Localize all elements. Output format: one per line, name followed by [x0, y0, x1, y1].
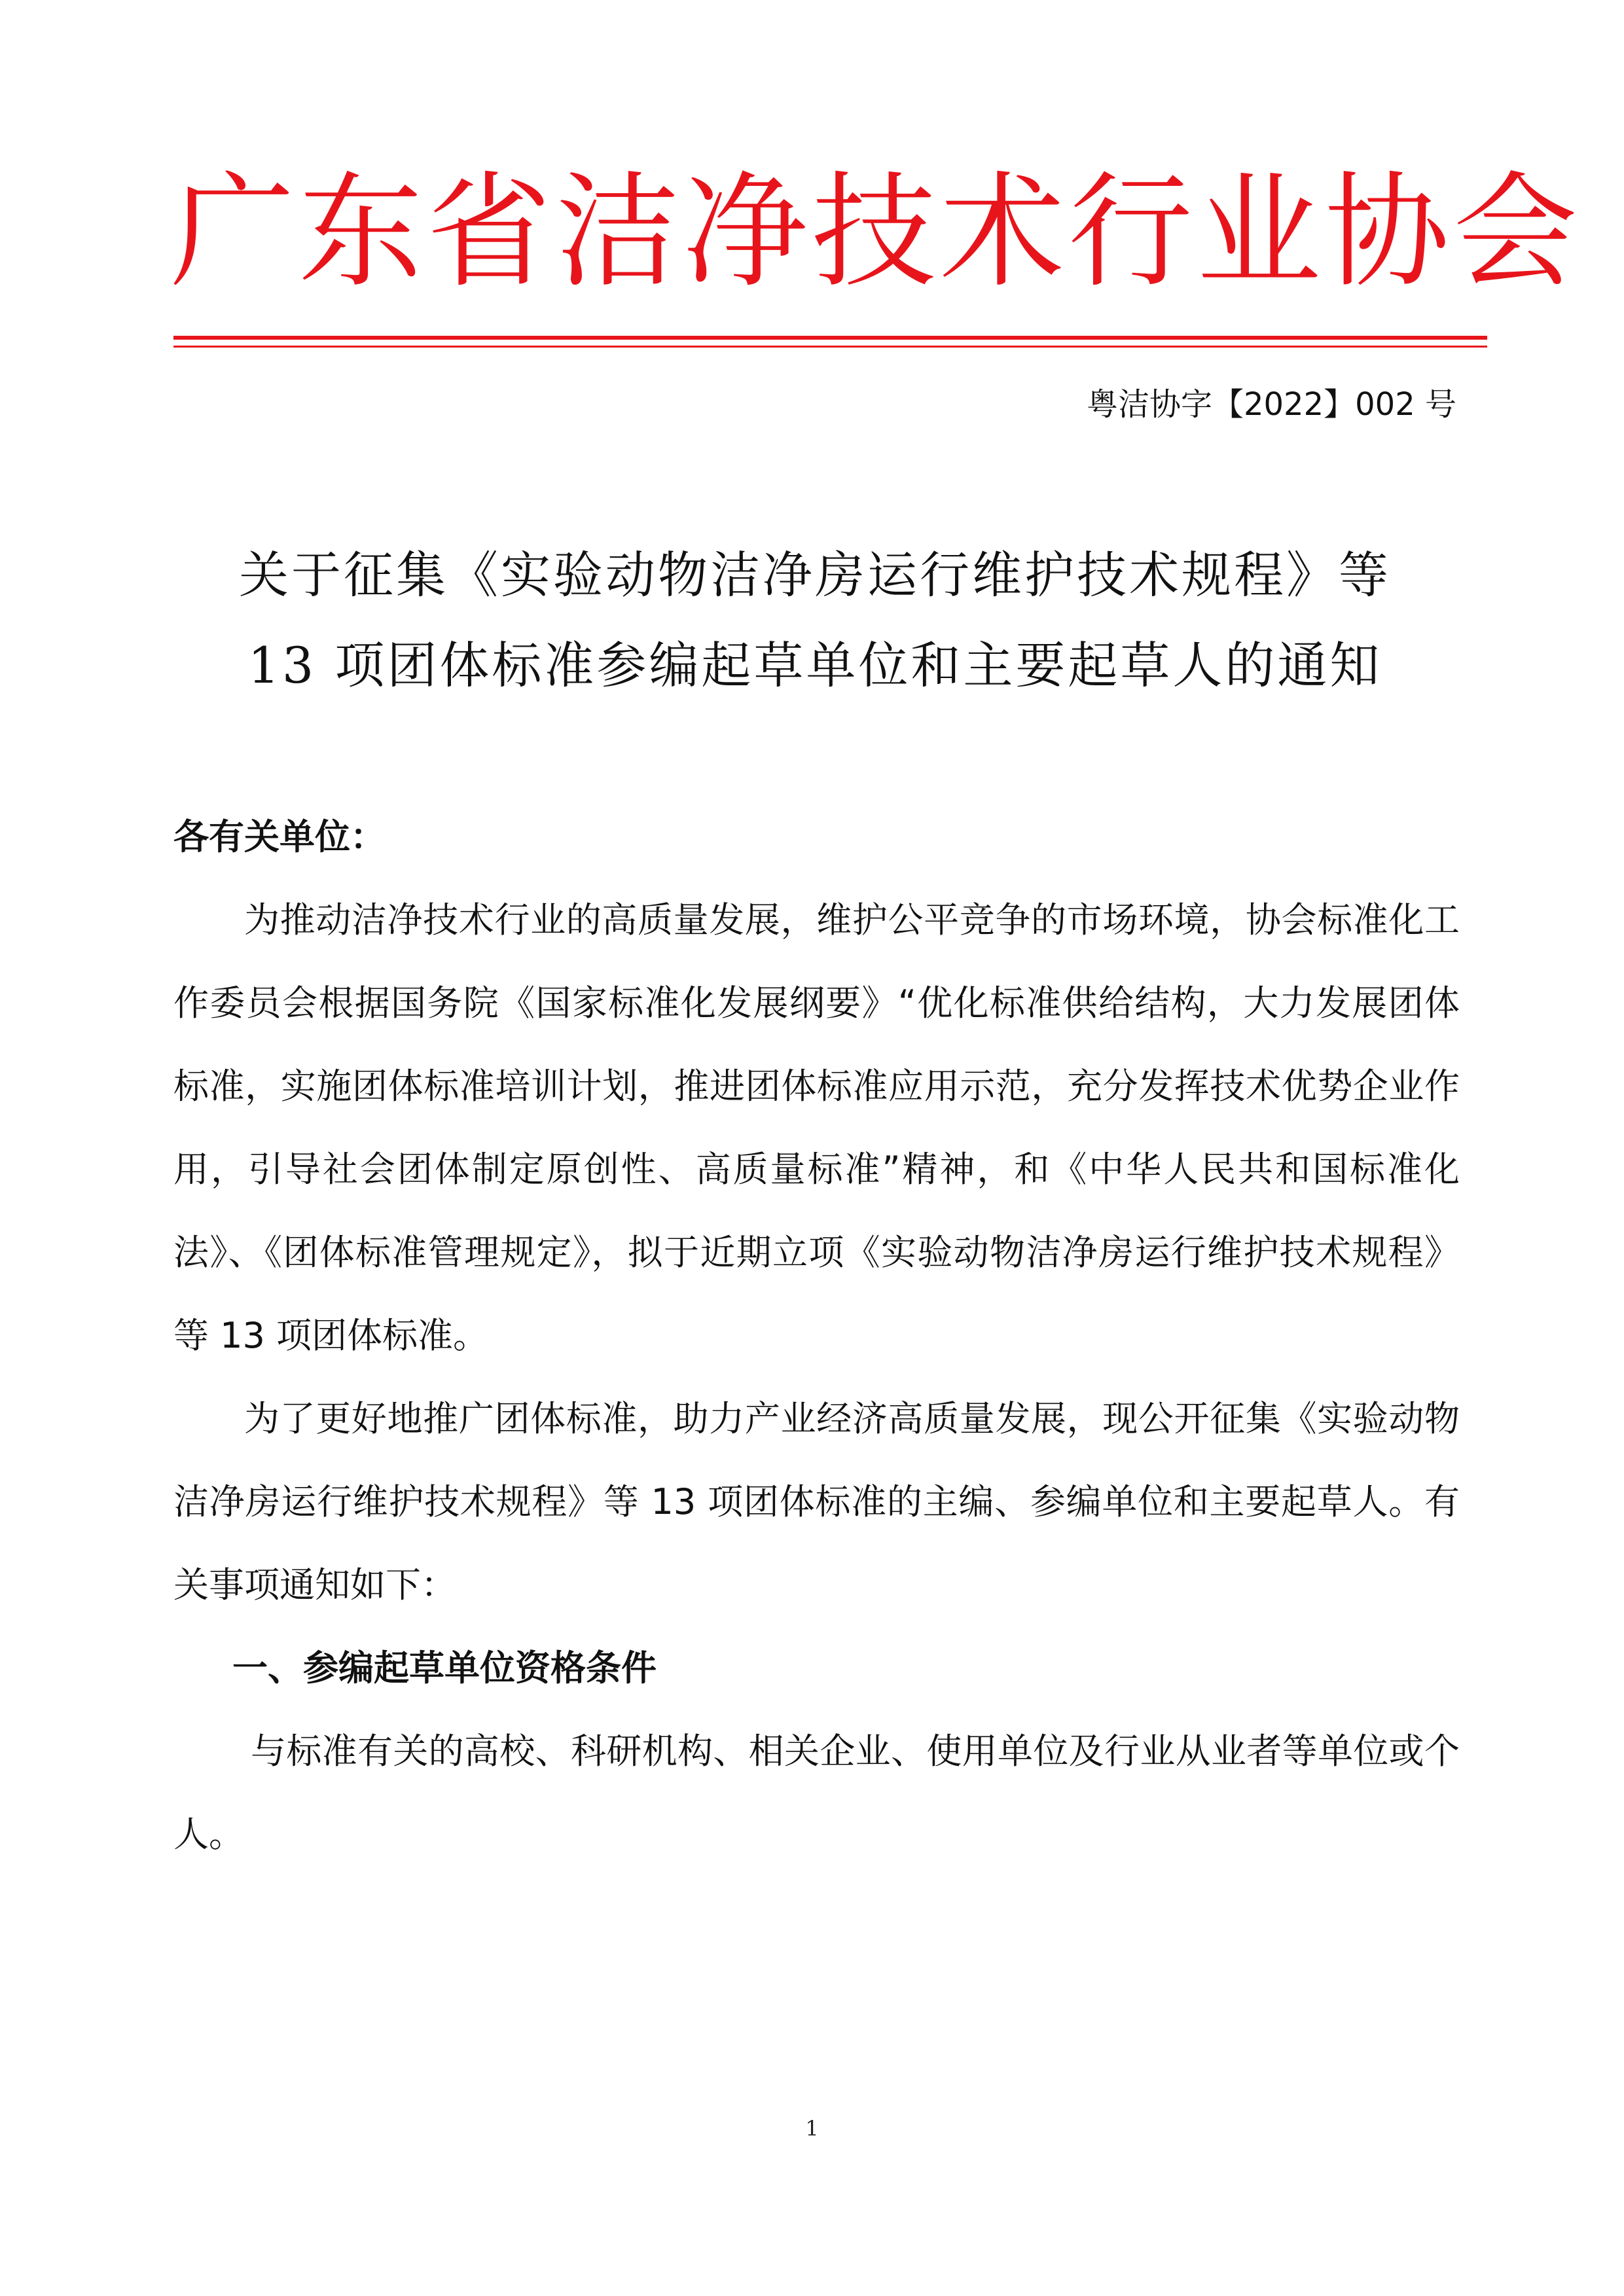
- letterhead-rule-thick: [173, 336, 1487, 340]
- body-paragraph-1: 为推动洁净技术行业的高质量发展，维护公平竞争的市场环境，协会标准化工作委员会根据国务院《国家标准化发展纲要》“优化标准供给结构，大力发展团体标准，实施团体标准培训计划，推进团体标准应用示范，充分发挥技术优势企业作用，引导社会团体制定原创性、高质量标准”精神，和《中华人民共和国标准化法》、《团体标准管理规定》，拟于近期立项《实验动物洁净房运行维护技术规程》等 13 项团体标准。: [173, 899, 1460, 1356]
- document-body: [173, 795, 1460, 1876]
- document-title: [173, 530, 1456, 711]
- salutation: 各有关单位：: [173, 816, 386, 857]
- letterhead-title: 广东省洁净技术行业协会: [170, 160, 1582, 304]
- letterhead-rule-thin: [173, 346, 1487, 348]
- section-heading-1: 一、参编起草单位资格条件: [232, 1647, 657, 1689]
- document-number: 粤洁协字【2022】002 号: [1086, 386, 1456, 423]
- section-1-text: 与标准有关的高校、科研机构、相关企业、使用单位及行业从业者等单位或个人。: [173, 1731, 1460, 1855]
- title-line-1: 关于征集《实验动物洁净房运行维护技术规程》等: [239, 546, 1391, 604]
- body-paragraph-2: 为了更好地推广团体标准，助力产业经济高质量发展，现公开征集《实验动物洁净房运行维护技术规程》等 13 项团体标准的主编、参编单位和主要起草人。有关事项通知如下：: [173, 1398, 1460, 1605]
- page-number: 1: [805, 2116, 819, 2141]
- title-line-2: 13 项团体标准参编起草单位和主要起草人的通知: [247, 636, 1382, 694]
